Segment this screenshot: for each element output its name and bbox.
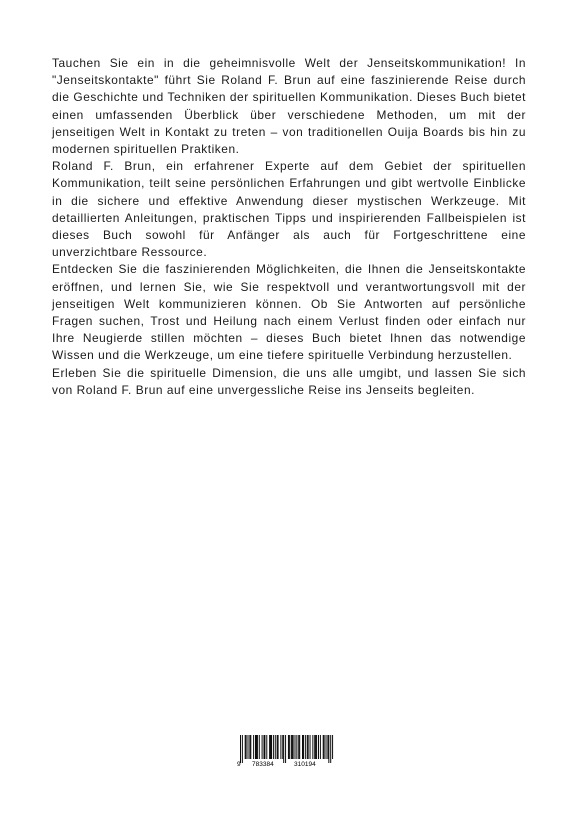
- barcode-bar: [303, 735, 304, 759]
- barcode-bar: [305, 735, 306, 759]
- barcode-bar: [330, 735, 331, 763]
- barcode-bar: [257, 735, 258, 759]
- barcode-prefix-digit: 9: [237, 761, 241, 768]
- back-cover-blurb: [52, 55, 526, 399]
- barcode-bar: [299, 735, 300, 759]
- barcode-bar: [249, 735, 250, 759]
- barcode-bar: [273, 735, 274, 759]
- barcode-bar: [288, 735, 289, 759]
- barcode-bar: [315, 735, 316, 759]
- barcode-bars: [240, 735, 333, 763]
- barcode-bar: [262, 735, 263, 759]
- blurb-paragraph-4: Erleben Sie die spirituelle Dimension, die uns alle umgibt, und lassen Sie sich von Roland F. Brun auf eine unvergessliche Reise ins Jenseits begleiten.: [52, 365, 526, 397]
- barcode-bar: [259, 735, 260, 759]
- barcode-bar: [326, 735, 327, 759]
- barcode-bar: [328, 735, 329, 763]
- barcode-bar: [332, 735, 333, 759]
- barcode-bar: [316, 735, 317, 759]
- barcode-bar: [277, 735, 278, 759]
- barcode-right-group: 310194: [294, 761, 316, 768]
- barcode-bar: [246, 735, 247, 759]
- barcode-bar: [285, 735, 286, 763]
- blurb-paragraph-3: Entdecken Sie die faszinierenden Möglichkeiten, die Ihnen die Jenseitskontakte eröffnen, und lernen Sie, wie Sie respektvoll und verantwortungsvoll mit der jenseitigen Welt kommunizieren können. Ob Sie Antworten auf persönliche Fragen suchen, Trost und Heilung nach einem Verlust finden oder einfach nur Ihre Neugierde stillen möchten – dieses Buch bietet Ihnen das notwendige Wissen und die Werkzeuge, um eine tiefere spirituelle Verbindung herzustellen.: [52, 262, 526, 363]
- barcode-bar: [314, 735, 315, 759]
- barcode-bar: [271, 735, 272, 759]
- barcode-bar: [308, 735, 309, 759]
- barcode-bar: [296, 735, 297, 759]
- barcode-graphic: [236, 735, 336, 769]
- barcode-bar: [289, 735, 290, 759]
- barcode-bar: [283, 735, 284, 763]
- barcode-bar: [280, 735, 281, 759]
- barcode-bar: [264, 735, 265, 759]
- isbn-barcode: [236, 735, 336, 769]
- blurb-paragraph-1: Tauchen Sie ein in die geheimnisvolle Welt der Jenseitskommunikation! In "Jenseitskontakte" führt Sie Roland F. Brun auf eine faszinierende Reise durch die Geschichte und Techniken der spirituellen Kommunikation. Dieses Buch bietet einen umfassenden Überblick über verschiedene Methoden, um mit der jenseitigen Welt in Kontakt zu treten – von traditionellen Ouija Boards bis hin zu modernen spirituellen Praktiken.: [52, 56, 526, 157]
- barcode-bar: [256, 735, 257, 759]
- barcode-bar: [242, 735, 243, 763]
- barcode-bar: [253, 735, 254, 759]
- barcode-bar: [255, 735, 256, 759]
- blurb-paragraph-2: Roland F. Brun, ein erfahrener Experte auf dem Gebiet der spirituellen Kommunikation, teilt seine persönlichen Erfahrungen und gibt wertvolle Einblicke in die sichere und effektive Anwendung dieser mystischen Werkzeuge. Mit detaillierten Anleitungen, praktischen Tipps und inspirierenden Fallbeispielen ist dieses Buch sowohl für Anfänger als auch für Fortgeschrittene eine unverzichtbare Ressource.: [52, 159, 526, 260]
- barcode-bar: [312, 735, 313, 759]
- barcode-bar: [293, 735, 294, 759]
- barcode-bar: [245, 735, 246, 759]
- barcode-bar: [302, 735, 303, 759]
- barcode-bar: [269, 735, 270, 759]
- barcode-bar: [298, 735, 299, 759]
- barcode-bar: [310, 735, 311, 759]
- barcode-bar: [320, 735, 321, 759]
- barcode-bar: [295, 735, 296, 759]
- barcode-bar: [270, 735, 271, 759]
- barcode-bar: [275, 735, 276, 759]
- barcode-bar: [240, 735, 241, 763]
- barcode-bar: [278, 735, 279, 759]
- barcode-bar: [264, 735, 265, 759]
- barcode-left-group: 783384: [252, 761, 274, 768]
- barcode-bar: [307, 735, 308, 759]
- barcode-bar: [282, 735, 283, 759]
- barcode-bar: [292, 735, 293, 759]
- barcode-bar: [323, 735, 324, 759]
- barcode-bar: [324, 735, 325, 759]
- barcode-bar: [248, 735, 249, 759]
- barcode-bar: [291, 735, 292, 759]
- barcode-bar: [250, 735, 251, 759]
- barcode-bar: [266, 735, 267, 759]
- barcode-bar: [327, 735, 328, 759]
- barcode-bar: [318, 735, 319, 759]
